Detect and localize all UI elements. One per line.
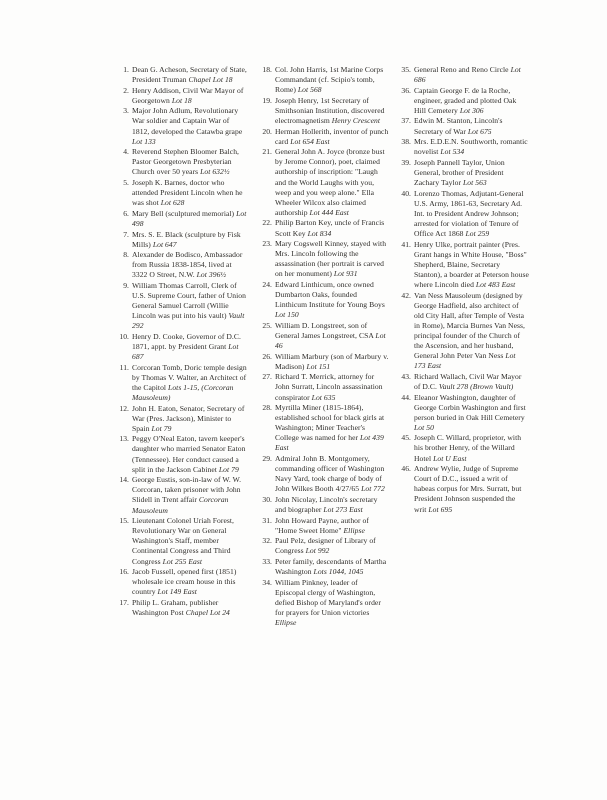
entry-number: 35.	[401, 65, 411, 74]
entry-lot-reference: Lot 439 East	[275, 433, 384, 453]
list-item	[260, 218, 390, 238]
entry-lot-reference: Lot 259	[465, 229, 490, 238]
list-item	[260, 403, 390, 453]
entry-number: 44.	[401, 392, 411, 402]
entry-lot-reference: Lot 563	[463, 178, 487, 188]
entry-lot-reference: Lot 647	[152, 239, 177, 249]
entry-text: Eleanor Washington, daughter of George Corbin Washington and first person buried in Oak Hill Cemetery Lot 50	[414, 392, 526, 432]
list-item	[399, 86, 529, 116]
entry-number: 43.	[401, 371, 411, 381]
entry-text: General Reno and Reno Circle Lot 686	[414, 65, 521, 85]
list-item	[399, 65, 529, 85]
list-item	[117, 209, 247, 229]
list-item	[399, 189, 529, 239]
list-item	[399, 240, 529, 290]
entry-column-right	[399, 65, 529, 515]
list-item	[117, 281, 247, 331]
list-item	[117, 434, 247, 474]
entry-lot-reference: Lot 255 East	[162, 556, 203, 566]
entry-number: 29.	[262, 454, 272, 464]
entry-lot-reference: Ellipse	[343, 525, 365, 535]
entry-lot-reference: Henry Crescent	[331, 115, 381, 125]
entry-number: 15.	[119, 516, 129, 526]
list-item	[117, 363, 247, 403]
entry-text: Philip Barton Key, uncle of Francis Scott Key Lot 834	[275, 218, 385, 238]
entry-text: John Nicolay, Lincoln's secretary and biographer Lot 273 East	[275, 494, 378, 515]
entry-lot-reference: Lot 173 East	[414, 351, 516, 371]
entry-text: Myrtilla Miner (1815-1864), established school for black girls at Washington; Miner Teacher's College was named for her Lot 439 East	[275, 403, 385, 453]
entry-text: Reverend Stephen Bloomer Balch, Pastor Georgetown Presbyterian Church over 50 years Lot 632½	[132, 147, 239, 177]
list-item	[260, 578, 390, 628]
entry-column-left	[117, 65, 247, 619]
entry-text: General John A. Joyce (bronze bust by Jerome Connor), poet, claimed authorship of inscription: "Laugh and the World Laughs with you, weep and you weep alone." Ella Wheeler Wilcox also claimed authorship Lot 444 East	[275, 147, 385, 217]
entry-number: 22.	[262, 218, 272, 228]
entry-number: 17.	[119, 597, 129, 607]
entry-lot-reference: Lot 133	[132, 136, 156, 146]
list-item	[260, 321, 390, 351]
list-item	[260, 127, 390, 147]
entry-number: 19.	[262, 95, 272, 105]
entry-text: Mary Bell (sculptured memorial) Lot 498	[132, 208, 247, 228]
list-item	[399, 464, 529, 514]
entry-number: 27.	[262, 372, 272, 382]
entry-text: Joseph C. Willard, proprietor, with his brother Henry, of the Willard Hotel Lot U East	[414, 433, 522, 463]
entry-text: Jacob Fussell, opened first (1851) wholesale ice cream house in this country Lot 149 East	[132, 567, 237, 597]
list-item	[117, 404, 247, 434]
entry-lot-reference: Lot 396½	[196, 270, 227, 280]
entry-lot-reference: Corcoran Mausoleum	[132, 495, 229, 515]
entry-text: Edwin M. Stanton, Lincoln's Secretary of War Lot 675	[414, 116, 503, 136]
list-item	[117, 516, 247, 566]
entry-number: 16.	[119, 567, 129, 577]
entry-text: Paul Pelz, designer of Library of Congress Lot 992	[275, 536, 376, 556]
entry-number: 32.	[262, 536, 272, 546]
entry-number: 7.	[123, 229, 129, 239]
entry-lot-reference: Lot 46	[275, 330, 386, 351]
entry-text: Lorenzo Thomas, Adjutant-General U.S. Army, 1861-63, Secretary Ad. Int. to President Andrew Johnson; arrested for violation of Tenure of Office Act 1868 Lot 259	[414, 188, 524, 238]
entry-lot-reference: Lot 675	[467, 126, 492, 136]
entry-number: 9.	[123, 280, 129, 290]
entry-number: 34.	[262, 577, 272, 587]
entry-lot-reference: Lot 635	[311, 392, 336, 402]
entry-number: 24.	[262, 279, 272, 289]
entry-text: Henry Addison, Civil War Mayor of Georgetown Lot 18	[132, 85, 244, 105]
entry-text: Alexander de Bodisco, Ambassador from Russia 1838-1854, lived at 3322 O Street, N.W. Lot 396½	[132, 250, 243, 280]
entry-text: Dean G. Acheson, Secretary of State, President Truman Chapel Lot 18	[132, 65, 247, 85]
entry-lot-reference: Lot 498	[132, 208, 247, 228]
list-item	[260, 536, 390, 556]
entry-text: Andrew Wylie, Judge of Supreme Court of D.C., issued a writ of habeas corpus for Mrs. Surratt, but President Johnson suspended the writ Lot 695	[414, 464, 522, 514]
entry-lot-reference: Lot 79	[151, 423, 172, 433]
entry-text: Peter family, descendants of Martha Washington Lots 1044, 1045	[275, 557, 387, 577]
list-item	[260, 352, 390, 372]
entry-lot-reference: Lot 568	[297, 85, 322, 95]
entry-number: 20.	[262, 126, 272, 136]
entry-number: 3.	[123, 106, 129, 116]
list-item	[117, 147, 247, 177]
entry-lot-reference: Chapel Lot 18	[188, 75, 233, 85]
entry-text: William Thomas Carroll, Clerk of U.S. Supreme Court, father of Union General Samuel Carroll (Willie Lincoln was put into his vault) Vault 292	[132, 280, 246, 331]
entry-text: Col. John Harris, 1st Marine Corps Commandant (cf. Scipio's tomb, Rome) Lot 568	[275, 65, 384, 95]
entry-lot-reference: Lot 18	[171, 95, 192, 105]
entry-number: 11.	[119, 362, 129, 372]
list-item	[260, 372, 390, 402]
entry-text: Peggy O'Neal Eaton, tavern keeper's daughter who married Senator Eaton (Tennessee). Her conduct caused a split in the Jackson Cabinet Lot 79	[132, 434, 246, 474]
entry-text: Captain George F. de la Roche, engineer, graded and plotted Oak Hill Cemetery Lot 306	[414, 85, 517, 115]
entry-lot-reference: Lot 444 East	[309, 207, 349, 217]
entry-number: 25.	[262, 320, 272, 330]
entry-lot-reference: Lot 149 East	[157, 587, 197, 597]
list-item	[117, 86, 247, 106]
list-item	[117, 567, 247, 597]
list-item	[117, 332, 247, 362]
entry-text: Corcoran Tomb, Doric temple design by Thomas V. Walter, an Architect of the Capitol Lots 1-15, (Corcoran Mausoleum)	[132, 362, 247, 402]
entry-text: Joseph K. Barnes, doctor who attended President Lincoln when he was shot Lot 628	[132, 178, 243, 208]
entry-text: Richard Wallach, Civil War Mayor of D.C. Vault 278 (Brown Vault)	[414, 371, 522, 391]
entry-number: 40.	[401, 188, 411, 198]
entry-number: 31.	[262, 515, 272, 525]
entry-number: 13.	[119, 434, 129, 444]
entry-number: 4.	[123, 147, 129, 157]
entry-text: Major John Adlum, Revolutionary War soldier and Captain War of 1812, developed the Catawba grape Lot 133	[132, 106, 243, 146]
entry-number: 42.	[401, 290, 411, 300]
entry-number: 12.	[119, 403, 129, 413]
list-item	[117, 65, 247, 85]
list-item	[399, 291, 529, 372]
list-item	[260, 65, 390, 95]
entry-lot-reference: Lot 834	[307, 228, 332, 238]
entry-text: John Howard Payne, author of "Home Sweet Home" Ellipse	[275, 515, 369, 535]
entry-lot-reference: Lot 687	[132, 342, 239, 362]
list-item	[399, 393, 529, 433]
entry-text: Herman Hollerith, inventor of punch card Lot 654 East	[275, 126, 389, 146]
list-item	[117, 230, 247, 250]
entry-text: Henry Ulke, portrait painter (Pres. Grant hangs in White House, "Boss" Shepherd, Blaine, Secretary Stanton), a boarder at Peterson house where Lincoln died Lot 483 East	[414, 239, 529, 289]
entry-lot-reference: Lot 695	[428, 504, 453, 514]
entry-number: 6.	[123, 208, 129, 218]
entry-lot-reference: Vault 278 (Brown Vault)	[438, 381, 514, 391]
entry-lot-reference: Lot 654 East	[290, 136, 330, 146]
list-item	[117, 250, 247, 280]
entry-lot-reference: Lot 534	[440, 147, 465, 157]
list-item	[117, 475, 247, 515]
entry-lot-reference: Lots 1044, 1045	[313, 567, 364, 577]
entry-number: 8.	[123, 250, 129, 260]
entry-text: Joseph Pannell Taylor, Union General, brother of President Zachary Taylor Lot 563	[414, 157, 505, 188]
entry-number: 14.	[119, 475, 129, 485]
entry-text: Van Ness Mausoleum (designed by George Hadfield, also architect of old City Hall, after Temple of Vesta in Rome), Marcia Burnes Van Ness, principal founder of the Church of the Ascension, and her husband, General John Peter Van Ness Lot 173 East	[414, 290, 525, 371]
entry-text: Mrs. E.D.E.N. Southworth, romantic novelist Lot 534	[414, 137, 528, 157]
entry-lot-reference: Lot 273 East	[323, 505, 363, 515]
list-item	[260, 557, 390, 577]
list-item	[260, 147, 390, 218]
list-item	[260, 454, 390, 494]
entry-lot-reference: Lot 483 East	[475, 279, 516, 289]
entry-lot-reference: Vault 292	[132, 311, 245, 331]
entry-text: Mary Cogswell Kinney, stayed with Mrs. Lincoln following the assassination (her portrait is carved on her monument) Lot 931	[275, 239, 387, 279]
entry-number: 23.	[262, 239, 272, 249]
entry-text: William Pinkney, leader of Episcopal clergy of Washington, defied Bishop of Maryland's order for prayers for Union victories Ellipse	[275, 577, 381, 628]
entry-lot-reference: Chapel Lot 24	[185, 607, 230, 617]
entry-text: Lieutenant Colonel Uriah Forest, Revolutionary War on General Washington's Staff, member Continental Congress and Third Congress Lot 255 East	[132, 516, 234, 566]
list-item	[117, 106, 247, 146]
entry-number: 41.	[401, 239, 411, 249]
entry-number: 46.	[401, 464, 411, 474]
list-item	[260, 495, 390, 515]
list-item	[399, 116, 529, 136]
entry-number: 45.	[401, 433, 411, 443]
entry-lot-reference: Ellipse	[275, 618, 297, 628]
entry-lot-reference: Lots 1-15, (Corcoran Mausoleum)	[132, 382, 234, 402]
list-item	[399, 433, 529, 463]
entry-lot-reference: Lot 686	[414, 65, 521, 85]
entry-text: Joseph Henry, 1st Secretary of Smithsonian Institution, discovered electromagnetism Henry Crescent	[275, 95, 385, 125]
entry-number: 28.	[262, 403, 272, 413]
entry-lot-reference: Lot 632½	[200, 167, 230, 177]
list-item	[399, 158, 529, 188]
entry-number: 30.	[262, 494, 272, 504]
entry-lot-reference: Lot 306	[459, 105, 484, 115]
entry-number: 5.	[123, 178, 129, 188]
list-item	[399, 372, 529, 392]
entry-text: William Marbury (son of Marbury v. Madison) Lot 151	[275, 351, 389, 371]
list-item	[117, 178, 247, 208]
entry-lot-reference: Lot 50	[414, 422, 434, 432]
entry-text: William D. Longstreet, son of General James Longstreet, CSA Lot 46	[275, 320, 386, 351]
entry-text: Admiral John B. Montgomery, commanding officer of Washington Navy Yard, took charge of body of John Wilkes Booth 4/27/65 Lot 772	[275, 454, 385, 494]
entry-text: Edward Linthicum, once owned Dumbarton Oaks, founded Linthicum Institute for Young Boys Lot 150	[275, 279, 385, 320]
entry-lot-reference: Lot 79	[218, 464, 239, 474]
entry-text: Philip L. Graham, publisher Washington Post Chapel Lot 24	[132, 597, 230, 617]
list-item	[260, 516, 390, 536]
entry-text: Richard T. Merrick, attorney for John Surratt, Lincoln assassination conspirator Lot 635	[275, 372, 383, 402]
entry-column-middle	[260, 65, 390, 629]
entry-lot-reference: Lot U East	[433, 453, 467, 463]
entry-number: 10.	[119, 331, 129, 341]
entry-lot-reference: Lot 628	[160, 198, 185, 208]
entry-number: 36.	[401, 85, 411, 95]
entry-number: 38.	[401, 137, 411, 147]
entry-text: John H. Eaton, Senator, Secretary of War (Pres. Jackson), Minister to Spain Lot 79	[132, 403, 245, 433]
entry-number: 2.	[123, 85, 129, 95]
entry-number: 26.	[262, 351, 272, 361]
entry-number: 33.	[262, 557, 272, 566]
entry-text: Mrs. S. E. Black (sculpture by Fisk Mills) Lot 647	[132, 229, 241, 249]
list-item	[260, 280, 390, 320]
entry-lot-reference: Lot 931	[333, 269, 358, 279]
entry-number: 21.	[262, 147, 272, 157]
list-item	[399, 137, 529, 157]
entry-number: 37.	[401, 116, 411, 126]
list-item	[260, 239, 390, 279]
entry-number: 39.	[401, 157, 411, 167]
entry-number: 18.	[262, 65, 272, 74]
entry-lot-reference: Lot 992	[305, 546, 330, 556]
list-item	[260, 96, 390, 126]
entry-text: Henry D. Cooke, Governor of D.C. 1871, appt. by President Grant Lot 687	[132, 331, 241, 362]
entry-lot-reference: Lot 150	[275, 310, 299, 320]
entry-text: George Eustis, son-in-law of W. W. Corcoran, taken prisoner with John Slidell in Trent affair Corcoran Mausoleum	[132, 475, 242, 515]
entry-lot-reference: Lot 772	[361, 484, 385, 494]
entry-lot-reference: Lot 151	[306, 361, 331, 371]
list-item	[117, 598, 247, 618]
entry-number: 1.	[123, 65, 129, 74]
